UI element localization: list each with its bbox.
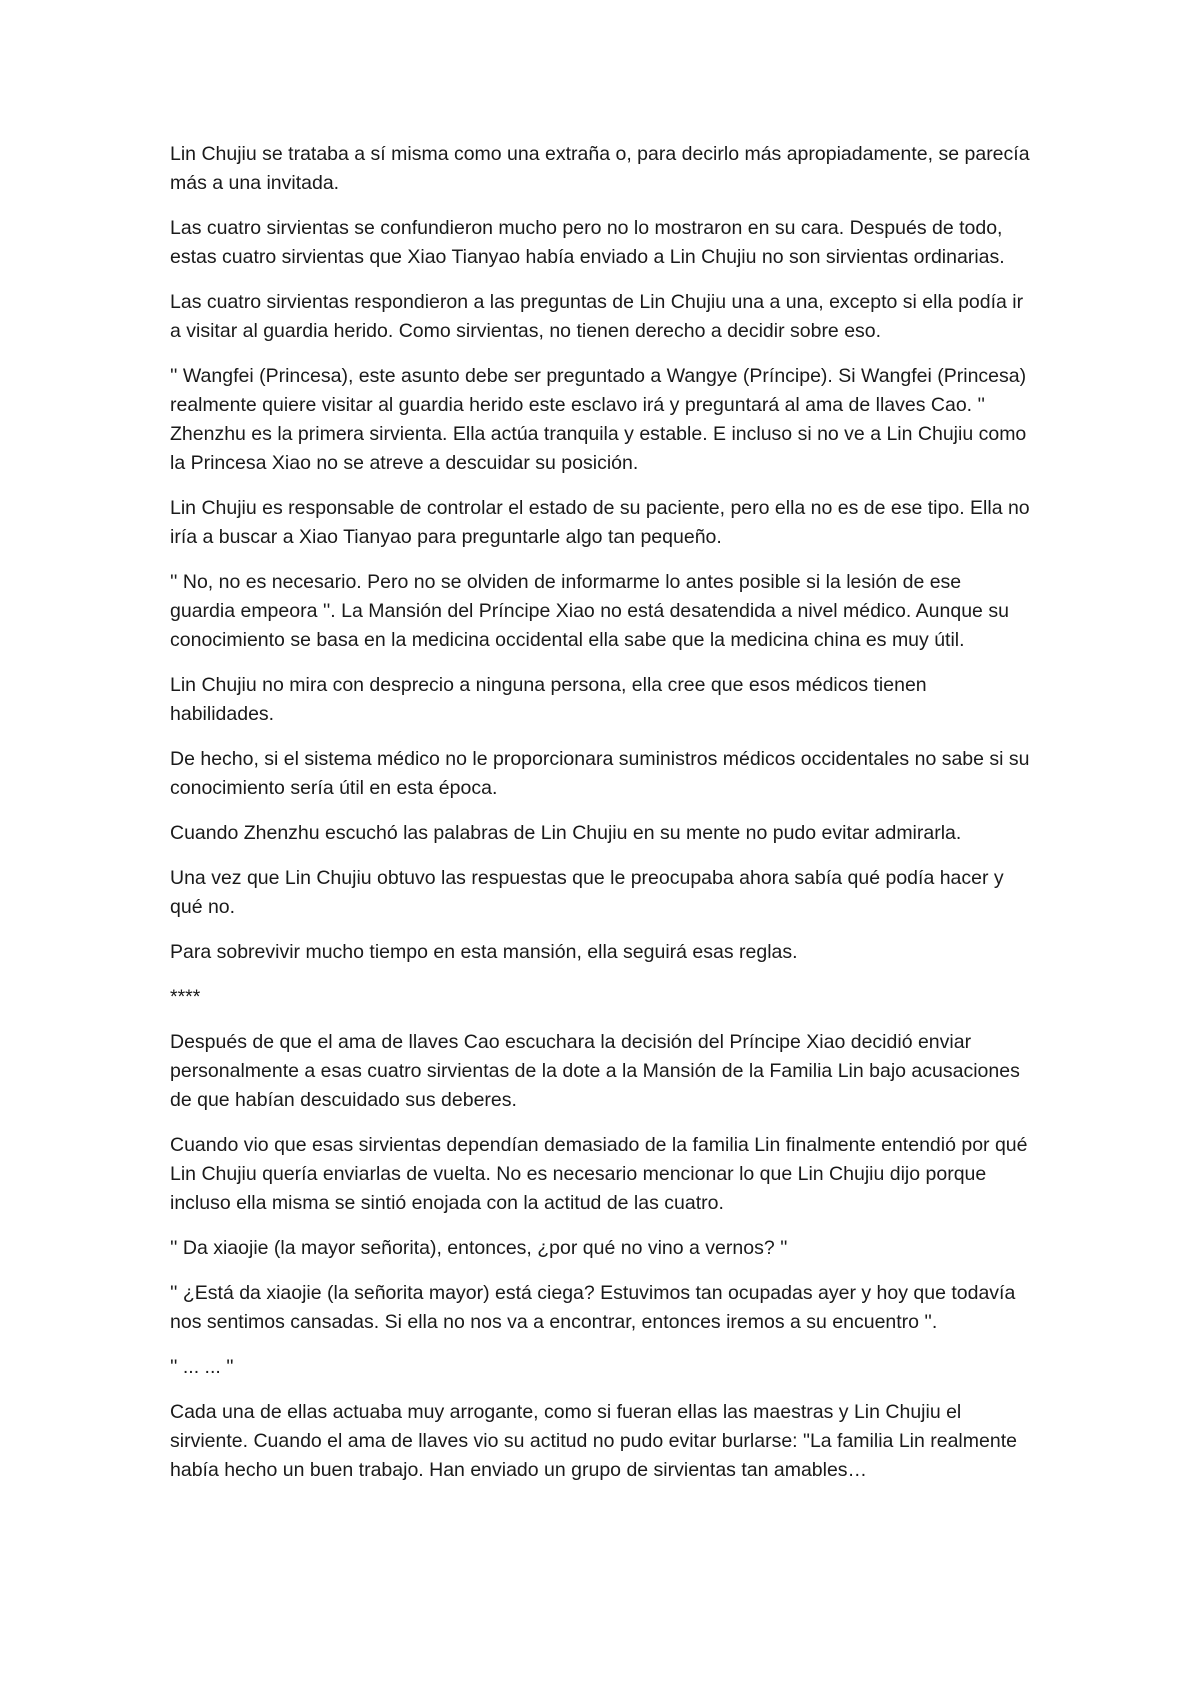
paragraph: '' Da xiaojie (la mayor señorita), entonces, ¿por qué no vino a vernos? '' <box>170 1237 788 1259</box>
paragraph: '' ¿Está da xiaojie (la señorita mayor) está ciega? Estuvimos tan ocupadas ayer y hoy que todavía nos sentimos cansadas. Si ella no nos va a encontrar, entonces iremos a su encuentro ''. <box>170 1282 1016 1333</box>
paragraph: Lin Chujiu se trataba a sí misma como una extraña o, para decirlo más apropiadamente, se parecía más a una invitada. <box>170 143 1030 194</box>
paragraph: Cuando vio que esas sirvientas dependían demasiado de la familia Lin finalmente entendió por qué Lin Chujiu quería enviarlas de vuelta. No es necesario mencionar lo que Lin Chujiu dijo porque incluso ella misma se sintió enojada con la actitud de las cuatro. <box>170 1134 1028 1214</box>
paragraph: '' ... ... '' <box>170 1356 234 1378</box>
paragraph: Lin Chujiu es responsable de controlar el estado de su paciente, pero ella no es de ese tipo. Ella no iría a buscar a Xiao Tianyao para preguntarle algo tan pequeño. <box>170 497 1030 548</box>
paragraph: Después de que el ama de llaves Cao escuchara la decisión del Príncipe Xiao decidió enviar personalmente a esas cuatro sirvientas de la dote a la Mansión de la Familia Lin bajo acusaciones de que habían descuidado sus deberes. <box>170 1031 1020 1111</box>
paragraph: Las cuatro sirvientas respondieron a las preguntas de Lin Chujiu una a una, excepto si ella podía ir a visitar al guardia herido. Como sirvientas, no tienen derecho a decidir sobre eso. <box>170 291 1024 342</box>
paragraph: Cada una de ellas actuaba muy arrogante, como si fueran ellas las maestras y Lin Chujiu el sirviente. Cuando el ama de llaves vio su actitud no pudo evitar burlarse: "La familia Lin realmente había hecho un buen trabajo. Han enviado un grupo de sirvientas tan amables… <box>170 1401 1017 1481</box>
paragraph: De hecho, si el sistema médico no le proporcionara suministros médicos occidentales no sabe si su conocimiento sería útil en esta época. <box>170 748 1030 799</box>
document-page <box>170 140 1030 1501</box>
paragraph: '' Wangfei (Princesa), este asunto debe ser preguntado a Wangye (Príncipe). Si Wangfei (Princesa) realmente quiere visitar al guardia herido este esclavo irá y preguntará al ama de llaves Cao. '' Zhenzhu es la primera sirvienta. Ella actúa tranquila y estable. E incluso si no ve a Lin Chujiu como la Princesa Xiao no se atreve a descuidar su posición. <box>170 365 1027 474</box>
paragraph: Una vez que Lin Chujiu obtuvo las respuestas que le preocupaba ahora sabía qué podía hacer y qué no. <box>170 867 1004 918</box>
section-separator: **** <box>170 986 201 1008</box>
paragraph: Cuando Zhenzhu escuchó las palabras de Lin Chujiu en su mente no pudo evitar admirarla. <box>170 822 962 844</box>
paragraph: Las cuatro sirvientas se confundieron mucho pero no lo mostraron en su cara. Después de todo, estas cuatro sirvientas que Xiao Tianyao había enviado a Lin Chujiu no son sirvientas ordinarias. <box>170 217 1005 268</box>
paragraph: Lin Chujiu no mira con desprecio a ninguna persona, ella cree que esos médicos tienen habilidades. <box>170 674 927 725</box>
paragraph: Para sobrevivir mucho tiempo en esta mansión, ella seguirá esas reglas. <box>170 941 798 963</box>
paragraph: '' No, no es necesario. Pero no se olviden de informarme lo antes posible si la lesión de ese guardia empeora ''. La Mansión del Príncipe Xiao no está desatendida a nivel médico. Aunque su conocimiento se basa en la medicina occidental ella sabe que la medicina china es muy útil. <box>170 571 1009 651</box>
